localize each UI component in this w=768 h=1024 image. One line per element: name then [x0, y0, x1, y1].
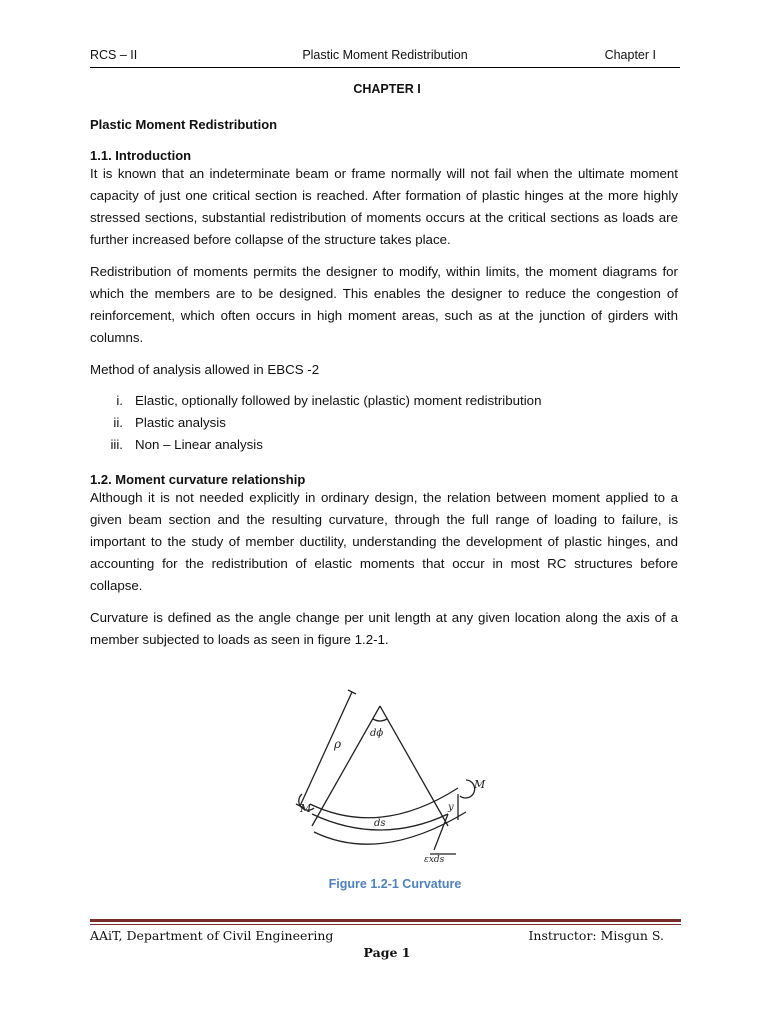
header-title: Plastic Moment Redistribution — [302, 48, 468, 62]
section-heading-moment-curvature: 1.2. Moment curvature relationship — [90, 472, 306, 487]
footer-rule-thick — [90, 919, 681, 922]
section-heading-introduction: 1.1. Introduction — [90, 148, 192, 163]
header-course: RCS – II — [90, 48, 138, 62]
methods-intro: Method of analysis allowed in EBCS -2 — [90, 362, 320, 377]
radial-line-left — [312, 706, 380, 826]
list-item-number: ii. — [113, 415, 123, 430]
list-item-number: iii. — [110, 437, 123, 452]
list-item — [90, 390, 678, 412]
moment-right-label: M — [474, 778, 486, 791]
angle-arc — [373, 719, 387, 721]
page-number: Page 1 — [363, 945, 411, 960]
curvature-diagram — [290, 686, 490, 864]
moment-curvature-paragraph-2: Curvature is defined as the angle change per unit length at any given location along the axis of a member subjected to loads as seen in figure 1.2-1. — [90, 610, 678, 647]
methods-list — [90, 390, 678, 456]
moment-curvature-paragraph-1: Although it is not needed explicitly in ordinary design, the relation between moment applied to a given beam section and the resulting curvature, through the full range of loading to failure, is important to the study of member ductility, understanding the development of plastic hinges, and accounting for the redistribution of elastic moments that occur in most RC structures before collapse. — [90, 490, 678, 593]
radial-line-right — [380, 706, 448, 826]
list-item — [90, 434, 678, 456]
moment-arrow-right — [460, 780, 475, 798]
dphi-label: dϕ — [370, 728, 384, 739]
y-label: y — [448, 802, 454, 813]
figure-caption: Figure 1.2-1 Curvature — [328, 877, 462, 891]
list-item-text: Non – Linear analysis — [135, 437, 263, 452]
ds-label: ds — [374, 818, 386, 829]
strain-label: εxds — [424, 855, 445, 864]
page-body — [90, 80, 678, 651]
footer-instructor: Instructor: Misgun S. — [528, 928, 664, 943]
header-chapter: Chapter I — [604, 48, 656, 62]
footer-department: AAiT, Department of Civil Engineering — [90, 928, 334, 943]
list-item — [90, 412, 678, 434]
curvature-figure — [290, 686, 490, 864]
page-header — [90, 46, 680, 68]
rho-label: ρ — [334, 737, 342, 751]
list-item-text: Elastic, optionally followed by inelastic (plastic) moment redistribution — [135, 393, 542, 408]
intro-paragraph-1: It is known that an indeterminate beam or frame normally will not fail when the ultimate moment capacity of just one critical section is reached. After formation of plastic hinges at the more highly stressed sections, substantial redistribution of moments occurs at the critical sections as loads are further increased before collapse of the structure takes place. — [90, 166, 678, 247]
intro-paragraph-2: Redistribution of moments permits the designer to modify, within limits, the moment diagrams for which the members are to be designed. This enables the designer to reduce the congestion of reinforcement, which often occurs in high moment areas, such as at the junction of girders with columns. — [90, 264, 678, 345]
document-title: Plastic Moment Redistribution — [90, 117, 278, 132]
header-rule — [90, 67, 680, 68]
radius-dimension-line — [300, 692, 352, 806]
list-item-number: i. — [116, 393, 123, 408]
list-item-text: Plastic analysis — [135, 415, 226, 430]
footer-rule-thin — [90, 924, 681, 925]
moment-left-label: M — [300, 802, 312, 815]
chapter-heading: CHAPTER I — [353, 82, 421, 96]
beam-top-edge — [310, 788, 458, 818]
